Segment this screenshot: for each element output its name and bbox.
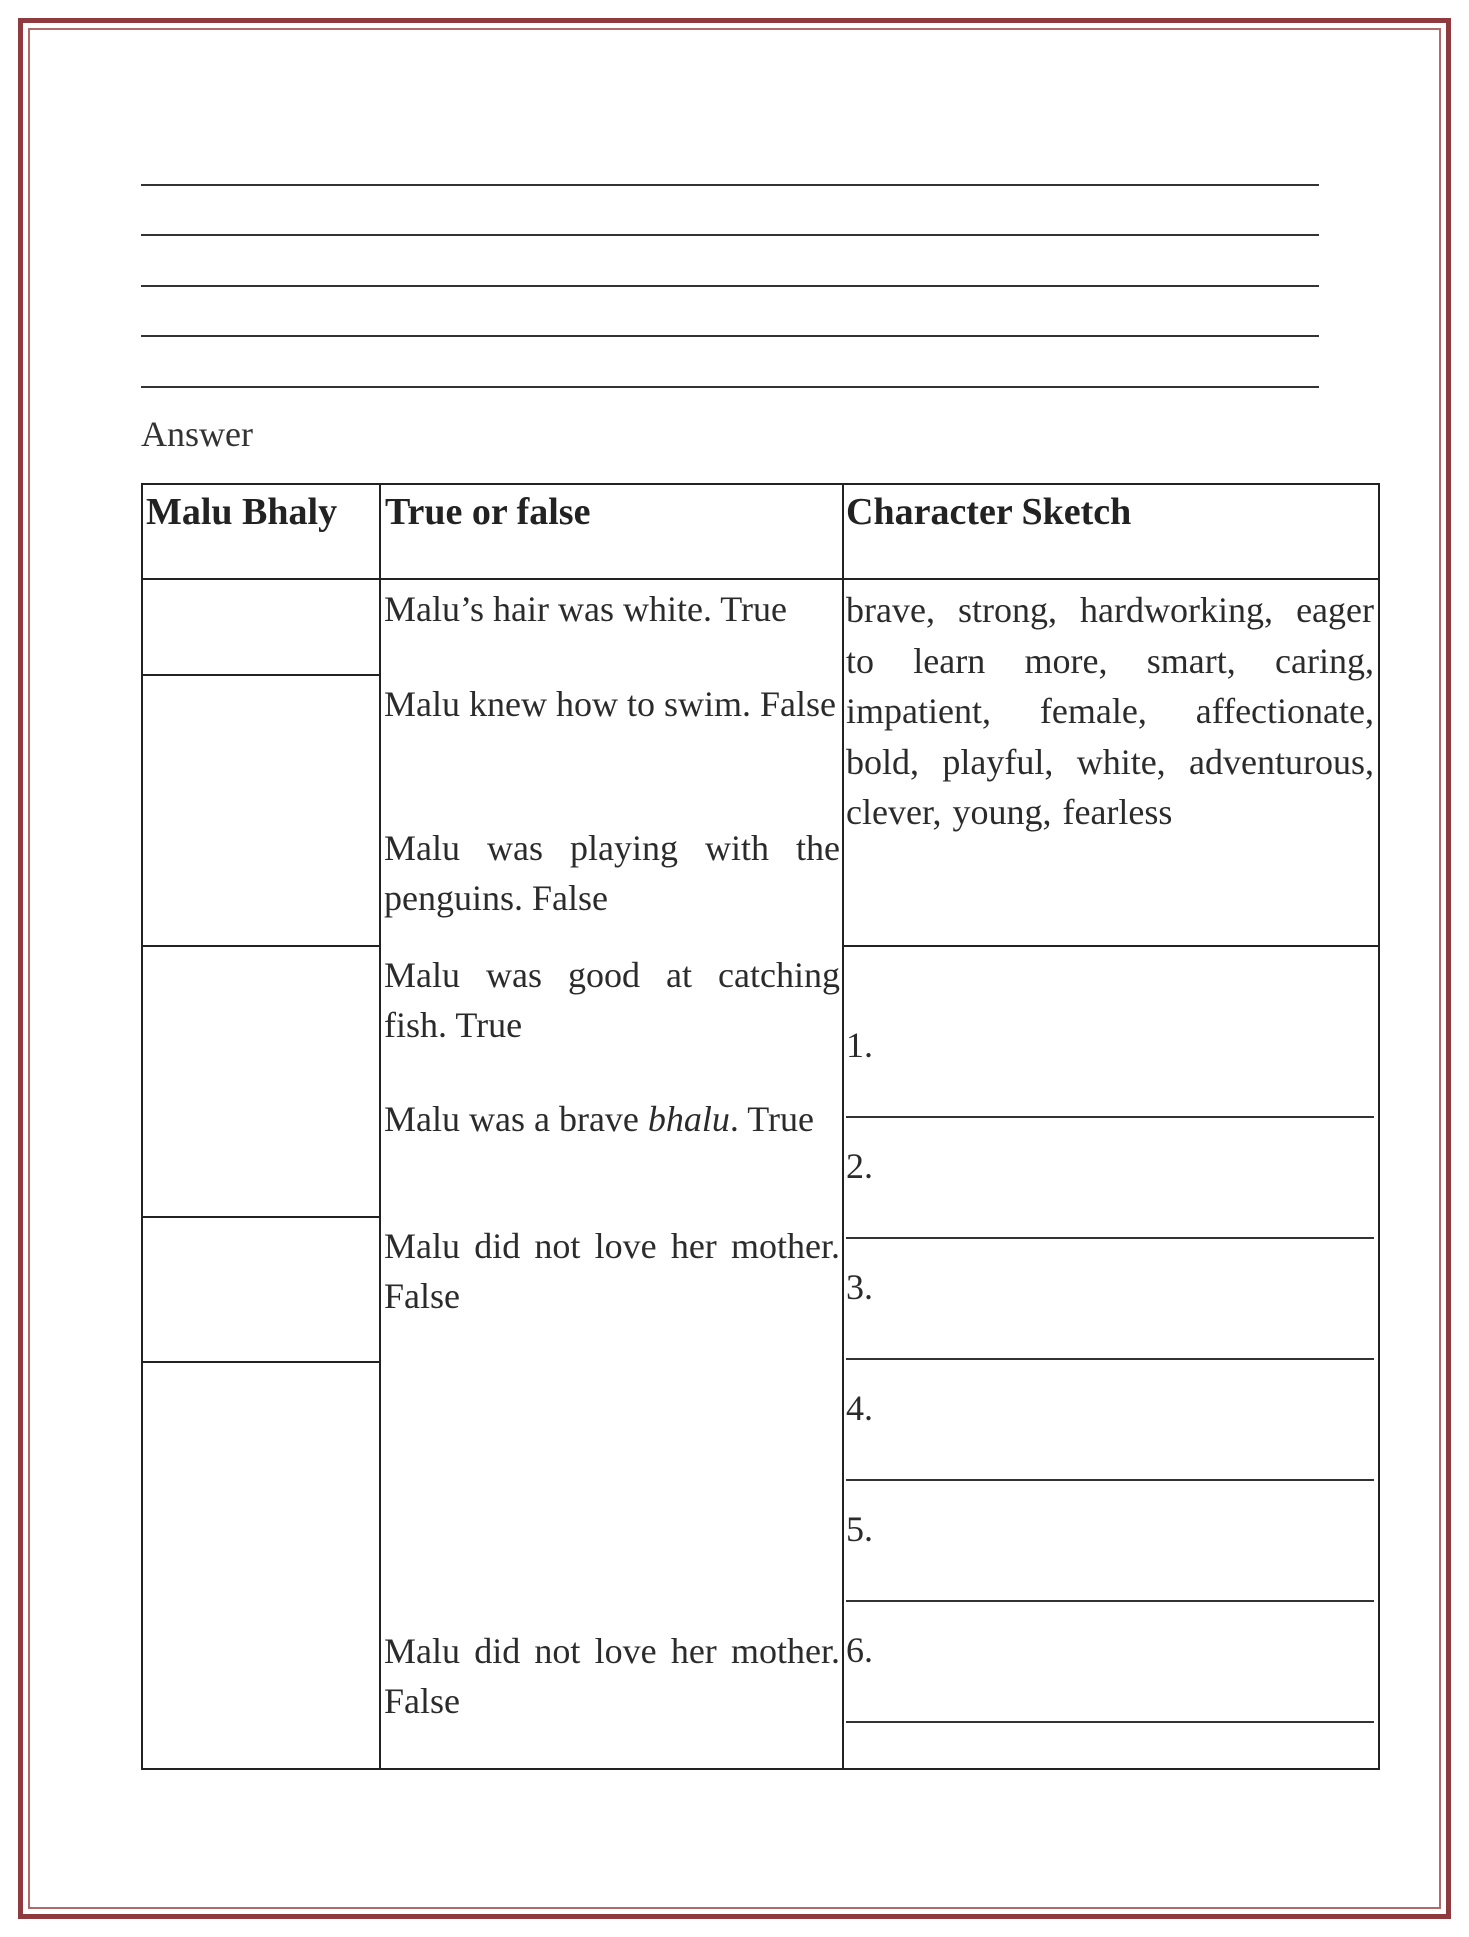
- row-divider: [141, 1216, 381, 1218]
- writing-line: [141, 335, 1319, 337]
- true-false-statement: Malu was good at catching fish. True: [384, 955, 840, 1045]
- table-border-top: [141, 483, 1380, 485]
- sketch-answer-line: [846, 1116, 1374, 1118]
- character-traits: brave, strong, hardworking, eager to learn more, smart, caring, impatient, female, affectionate, bold, playful, white, adventurous, clever, young, fearless: [846, 590, 1374, 832]
- header-character-sketch: Character Sketch: [846, 491, 1132, 533]
- bhalu-emphasis: bhalu: [647, 1099, 730, 1139]
- table-border-left: [141, 483, 143, 1770]
- true-false-statement: Malu did not love her mother. False: [384, 1631, 840, 1721]
- true-false-statement: Malu was playing with the penguins. False: [384, 828, 840, 918]
- sketch-number: 2.: [846, 1146, 873, 1186]
- table-border-right: [1378, 483, 1380, 1770]
- sketch-number: 3.: [846, 1267, 873, 1307]
- row-divider: [141, 674, 381, 676]
- sketch-answer-line: [846, 1721, 1374, 1723]
- sketch-answer-line: [846, 1479, 1374, 1481]
- writing-line: [141, 386, 1319, 388]
- header-malu-bhaly: Malu Bhaly: [146, 491, 338, 533]
- true-false-statement: Malu knew how to swim. False: [384, 684, 836, 724]
- column-divider: [842, 483, 844, 1770]
- header-true-or-false: True or false: [385, 491, 591, 533]
- column-divider: [379, 483, 381, 1770]
- writing-line: [141, 285, 1319, 287]
- true-false-statement: Malu did not love her mother. False: [384, 1226, 840, 1316]
- writing-line: [141, 184, 1319, 186]
- sketch-number: 4.: [846, 1388, 873, 1428]
- row-divider: [842, 945, 1380, 947]
- header-divider: [141, 578, 1380, 580]
- sketch-answer-line: [846, 1358, 1374, 1360]
- table-border-bottom: [141, 1768, 1380, 1770]
- writing-line: [141, 234, 1319, 236]
- true-false-statement: Malu’s hair was white. True: [384, 589, 787, 629]
- answer-label: Answer: [141, 414, 253, 454]
- sketch-answer-line: [846, 1237, 1374, 1239]
- true-false-statement: Malu was a brave bhalu. True: [384, 1099, 814, 1139]
- sketch-number: 5.: [846, 1509, 873, 1549]
- sketch-answer-line: [846, 1600, 1374, 1602]
- sketch-number: 1.: [846, 1025, 873, 1065]
- row-divider: [141, 1361, 381, 1363]
- sketch-number: 6.: [846, 1630, 873, 1670]
- row-divider: [141, 945, 381, 947]
